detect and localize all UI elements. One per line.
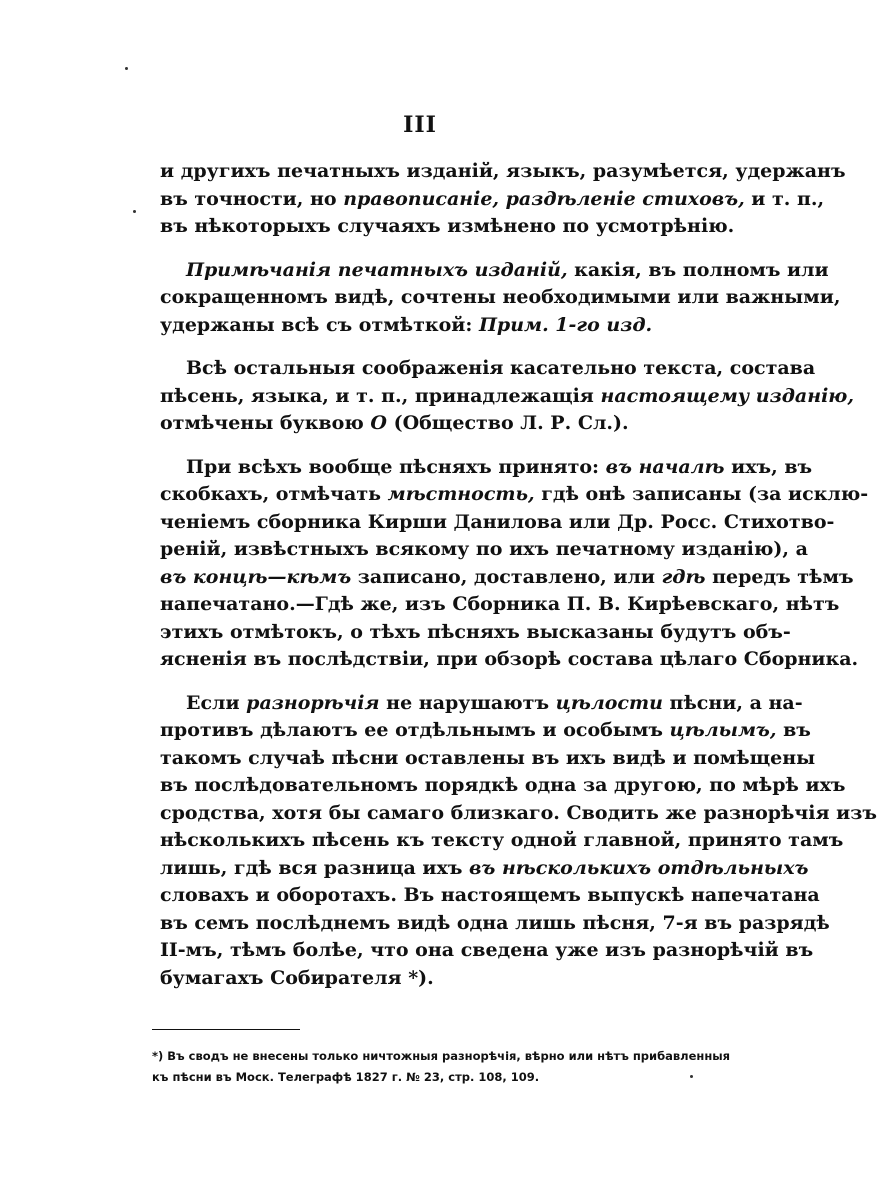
text-run: въ нѣкоторыхъ случаяхъ измѣнено по усмотрѣнію.: [160, 215, 735, 237]
text-run: этихъ отмѣтокъ, о тѣхъ пѣсняхъ высказаны будутъ объ-: [160, 620, 791, 643]
footnote-line: *) Въ сводъ не внесены только ничтожныя разнорѣчія, вѣрно или нѣтъ прибавленныя: [152, 1049, 731, 1063]
text-line: [160, 855, 809, 883]
text-run: лишь, гдѣ вся разница ихъ: [160, 856, 470, 879]
italic-text: разнорѣчія: [246, 691, 380, 714]
text-run: не нарушаютъ: [379, 691, 556, 714]
text-run: отмѣчены буквою: [160, 412, 371, 434]
text-line: [160, 454, 813, 482]
scan-speck: [133, 210, 136, 213]
text-line: [160, 910, 830, 938]
text-run: (Общество Л. Р. Сл.).: [386, 412, 629, 434]
text-line: [160, 355, 816, 383]
text-run: бумагахъ Собирателя *).: [160, 966, 434, 989]
text-run: скобкахъ, отмѣчать: [160, 483, 388, 505]
italic-text: Примѣчанія печатныхъ изданій,: [186, 258, 568, 281]
text-line: [160, 882, 820, 910]
text-line: [160, 257, 829, 285]
text-run: нѣсколькихъ пѣсень къ тексту одной главной, принято тамъ: [160, 829, 844, 851]
scan-speck: [125, 67, 128, 70]
text-line: [160, 827, 844, 855]
text-line: [160, 772, 846, 800]
text-run: передъ тѣмъ: [705, 565, 854, 588]
text-run: и т. п.,: [744, 187, 825, 210]
text-run: сокращенномъ видѣ, сочтены необходимыми или важными,: [160, 286, 841, 308]
italic-text: Прим. 1-го изд.: [478, 313, 653, 336]
text-line: [160, 536, 808, 564]
text-line: [160, 619, 791, 647]
text-line: [160, 213, 735, 241]
italic-text: цѣлости: [555, 691, 663, 714]
text-run: словахъ и оборотахъ. Въ настоящемъ выпускѣ напечатана: [160, 884, 820, 906]
italic-text: гдѣ: [661, 565, 706, 588]
text-line: [160, 158, 846, 186]
footnote-rule: [152, 1029, 300, 1030]
text-line: [160, 410, 720, 438]
italic-text: мѣстность,: [387, 483, 535, 505]
footnote: [152, 1046, 731, 1088]
text-run: противъ дѣлаютъ ее отдѣльнымъ и особымъ: [160, 719, 670, 741]
text-line: [160, 186, 825, 214]
text-run: удержаны всѣ съ отмѣткой:: [160, 313, 479, 336]
text-run: сродства, хотя бы самаго близкаго. Сводить же разнорѣчія изъ: [160, 801, 877, 824]
text-run: напечатано.—Гдѣ же, изъ Сборника П. В. Кирѣевскаго, нѣтъ: [160, 593, 840, 615]
paragraph: [160, 158, 846, 241]
text-line: [160, 965, 720, 993]
text-run: въ: [776, 719, 811, 741]
text-line: [160, 284, 841, 312]
text-run: въ послѣдовательномъ порядкѣ одна за другою, по мѣрѣ ихъ: [160, 774, 846, 796]
text-line: [160, 646, 859, 674]
italic-text: О: [370, 412, 387, 434]
paragraph: [160, 690, 877, 993]
italic-text: цѣлымъ,: [669, 719, 777, 741]
text-run: въ семъ послѣднемъ видѣ одна лишь пѣсня, 7-я въ разрядѣ: [160, 911, 830, 934]
text-run: пѣсни, а на-: [662, 691, 803, 714]
text-run: При всѣхъ вообще пѣсняхъ принято:: [186, 455, 606, 478]
text-line: [160, 717, 811, 745]
italic-text: въ началѣ: [605, 455, 725, 478]
text-run: реній, извѣстныхъ всякому по ихъ печатному изданію), а: [160, 538, 808, 560]
text-run: и другихъ печатныхъ изданій, языкъ, разумѣется, удержанъ: [160, 160, 846, 182]
text-run: ихъ, въ: [724, 455, 813, 478]
text-run: ченіемъ сборника Кирши Данилова или Др. Росс. Стихотво-: [160, 510, 835, 533]
footnote-line: къ пѣсни въ Моск. Телеграфѣ 1827 г. № 23, стр. 108, 109.: [152, 1070, 540, 1084]
text-line: [160, 591, 840, 619]
body-text: [160, 158, 877, 1008]
text-line: [160, 800, 877, 828]
text-line: [160, 312, 720, 340]
page-number: III: [403, 112, 437, 138]
text-line: [160, 564, 854, 592]
text-run: въ точности, но: [160, 187, 344, 210]
text-line: [160, 690, 803, 718]
paragraph: [160, 355, 854, 438]
text-run: записано, доставлено, или: [351, 565, 662, 588]
text-run: Всѣ остальныя соображенія касательно текста, состава: [186, 357, 816, 379]
text-line: [160, 481, 869, 509]
italic-text: правописаніе, раздѣленіе стиховъ,: [343, 187, 745, 210]
italic-text: въ нѣсколькихъ отдѣльныхъ: [469, 856, 809, 879]
text-run: ясненія въ послѣдствіи, при обзорѣ состава цѣлаго Сборника.: [160, 648, 859, 670]
text-run: какія, въ полномъ или: [567, 258, 829, 281]
text-line: [160, 383, 854, 411]
text-run: пѣсень, языка, и т. п., принадлежащія: [160, 384, 601, 407]
text-line: [160, 509, 835, 537]
italic-text: въ концѣ—кѣмъ: [160, 565, 352, 588]
scan-speck: [690, 1075, 693, 1078]
text-line: [160, 745, 816, 773]
paragraph: [160, 257, 841, 340]
text-run: II-мъ, тѣмъ болѣе, что она сведена уже изъ разнорѣчій въ: [160, 939, 814, 961]
paragraph: [160, 454, 869, 674]
text-line: [160, 937, 814, 965]
text-run: Если: [186, 691, 247, 714]
italic-text: настоящему изданію,: [600, 384, 854, 407]
text-run: такомъ случаѣ пѣсни оставлены въ ихъ видѣ и помѣщены: [160, 746, 816, 769]
text-run: гдѣ онѣ записаны (за исклю-: [534, 483, 869, 505]
